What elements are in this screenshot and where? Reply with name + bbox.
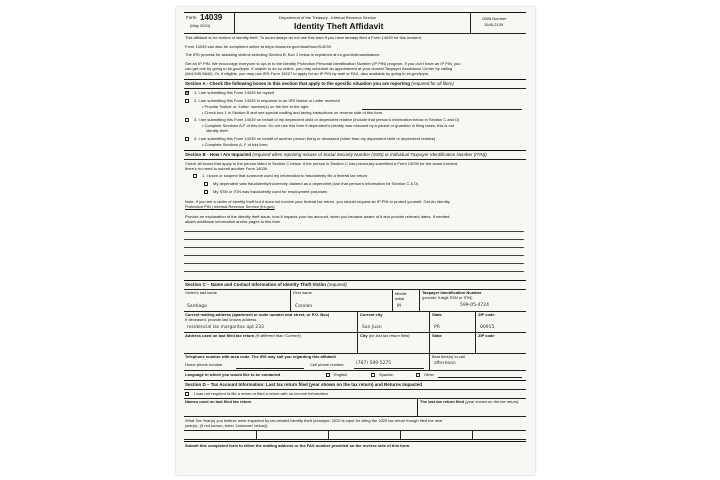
explanation-prompt-1: Provide an explanation of the identity theft issue, how it impacts your tax account, when you became aware of it and provide relevant dates. If needed, xyxy=(185,214,451,219)
ip-pin-line-2: can get one by going to irs.gov/ippin. If unable to do so online, you may schedule an appointment at your closest Taxpayer Assistance Center by calling xyxy=(185,66,453,71)
form-number: 14039 xyxy=(200,13,223,22)
header-bottom-rule xyxy=(184,33,526,34)
ip-pin-line-3: (844-545-5640). Or, if eligible, you may use IRS Form 15227 to apply for an IP PIN by mail or FAX, also available by going to irs.gov/ippin. xyxy=(185,71,430,76)
explanation-line[interactable] xyxy=(184,255,524,256)
intro-line-1: This affidavit is for victims of identity theft. To avoid delays do not use this form if you have already filed a Form 14039 for this incident. xyxy=(185,35,422,40)
submit-instructions: Submit this completed form to either the mailing address or the FAX number provided on the reverse side of this form. xyxy=(185,443,411,448)
current-city-label: Current city xyxy=(360,312,383,317)
department-label: Department of the Treasury - Internal Revenue Service xyxy=(279,15,377,20)
cell-phone-label: Cell phone number xyxy=(310,362,344,367)
last-return-year-label: The last tax return filed (year shown on the tax return) xyxy=(420,399,519,404)
names-used-label: Names used on last filed tax return xyxy=(185,399,252,404)
section-a-heading-rule xyxy=(184,88,526,89)
last-return-divider xyxy=(357,332,358,353)
notice-number-line[interactable] xyxy=(362,109,522,110)
header-top-rule xyxy=(184,12,526,13)
last-return-address-label: Address used on last filed tax return (If different than 'Current') xyxy=(185,333,301,338)
footer-rule xyxy=(184,441,526,442)
form-date: (May 2024) xyxy=(190,23,211,28)
omb-label: OMB Number xyxy=(482,16,507,21)
section-a-item-3-sub-2: identity theft. xyxy=(206,128,229,133)
phone-row-rule xyxy=(184,370,526,371)
year-cell-divider xyxy=(400,430,401,439)
dependent-claimed-checkbox[interactable] xyxy=(204,182,208,186)
name-divider xyxy=(419,289,420,311)
mailing-address-label-2: If deceased, provide last known address xyxy=(185,317,257,322)
home-phone-line[interactable] xyxy=(236,368,304,369)
last-name-label: Victim's last name xyxy=(185,290,218,295)
intro-online-link-line: Form 14039 can also be completed online at https://www.irs.gov/dmaf/form/f14039. xyxy=(185,44,332,49)
section-d-heading-rule xyxy=(184,389,526,390)
years-row-top-rule xyxy=(184,430,526,431)
mailing-divider xyxy=(357,311,358,332)
name-divider xyxy=(290,289,291,311)
impacted-years-question-2: year(s). (If not known, enter 'Unknown' below)) xyxy=(185,423,268,428)
section-a-item-4: 4. I am submitting this Form 14039 on behalf of another person living or deceased (other than my dependent child or dependent relative) xyxy=(194,136,436,141)
spanish-checkbox[interactable] xyxy=(371,373,375,377)
language-label: Language in which you would like to be contacted xyxy=(185,372,281,377)
name-divider xyxy=(392,289,393,311)
cell-phone-line[interactable] xyxy=(354,368,424,369)
state-label: State xyxy=(432,312,442,317)
section-d-heading: Section D – Tax Account Information: Last tax return filed (year shown on the tax return) and Returns Impacted xyxy=(185,382,423,387)
omb-number: 1545-2139 xyxy=(484,22,504,27)
section-a-heading: Section A - Check the following boxes in this section that apply to the specific situation you are reporting (required for all filers) xyxy=(185,81,454,86)
best-time-value[interactable]: afternoon xyxy=(434,361,456,366)
current-city-value[interactable]: San Juan xyxy=(362,325,382,330)
spanish-option: Spanish xyxy=(379,372,394,377)
form-page xyxy=(176,7,535,475)
names-divider xyxy=(417,398,418,416)
section-b-item-1-sub-2: My SSN or ITIN was fraudulently used for employment purposes xyxy=(213,189,328,194)
english-option: English xyxy=(334,372,348,377)
middle-initial-label: Middle initial xyxy=(395,291,407,301)
phone-heading: Telephone number with area code. The IRS may call you regarding this affidavit xyxy=(185,354,336,359)
impacted-years-question-1: What Tax Year(s) you believe were impacted by tax-related identity theft (example: 2020 is input for citing the 2020 tax return though filed the next xyxy=(185,418,443,423)
mailing-address-label: Current mailing address (apartment or suite number and street, or P.O. Box) xyxy=(185,312,330,317)
section-a-item-1: 1. I am submitting this Form 14039 for myself xyxy=(194,90,275,95)
phone-divider xyxy=(429,353,430,370)
last-state-label: State xyxy=(432,333,442,338)
employment-misuse-checkbox[interactable] xyxy=(204,190,208,194)
section-a-item-3-sub-1: • Complete Sections A-F of this form. Do not use this form if dependent's identity was misused by a parent or guardian in filing taxes, this is not xyxy=(202,123,455,128)
not-required-to-file-text: I was not required to file a return or filed a return with no income information xyxy=(194,391,329,396)
section-d-rule xyxy=(184,380,526,381)
other-language-checkbox[interactable] xyxy=(416,373,420,377)
section-a-box-1-checkbox[interactable] xyxy=(185,91,189,95)
ip-pin-line-1: Get an IP PIN. We encourage everyone to opt-in to the Identity Protection Personal Identification Number (IP PIN) program. If you don't have an IP PIN, you xyxy=(185,61,461,66)
section-a-item-3: 3. I am submitting this Form 14039 on behalf of my dependent child or dependent relative (include that person's information below in Section C and D) xyxy=(194,117,460,122)
section-c-rule xyxy=(184,280,526,281)
explanation-line[interactable] xyxy=(184,263,524,264)
first-name-value[interactable]: Carolan xyxy=(295,304,313,309)
ip-pin-note-line-1: Note: If you are a victim of identity theft but it does not involve your federal tax return, you should request an IP PIN to protect yourself. Get An Identity xyxy=(185,199,450,204)
section-a-item-4-sub-1: • Complete Sections A- F of this form. xyxy=(202,142,269,147)
names-row-rule xyxy=(184,416,526,417)
section-a-item-2-sub-2: • Check box 1 in Section B and see special mailing and faxing instructions on reverse side of this form. xyxy=(202,110,384,115)
home-phone-label: Home phone number xyxy=(185,362,223,367)
last-zip-label: ZIP code xyxy=(478,333,495,338)
section-b-rule xyxy=(184,150,526,151)
middle-initial-value[interactable]: M xyxy=(397,304,401,309)
section-b-item-1: 1. I know or suspect that someone used my information to fraudulently file a federal tax return xyxy=(202,173,368,178)
zip-label: ZIP code xyxy=(478,312,495,317)
form-number-prefix: Form xyxy=(186,15,197,20)
section-a-box-2-checkbox[interactable] xyxy=(185,99,189,103)
tin-value[interactable]: 599-05-4724 xyxy=(460,303,490,308)
year-cell-divider xyxy=(472,430,473,439)
years-row-bottom-rule xyxy=(184,439,526,440)
header-divider-left xyxy=(234,13,235,33)
section-b-item-1-sub-1: My dependent was fraudulently/incorrectly claimed as a dependent (use that person's information for Section C & D) xyxy=(213,181,419,186)
first-name-label: First name xyxy=(293,290,312,295)
explanation-line[interactable] xyxy=(184,271,524,272)
explanation-line[interactable] xyxy=(184,247,524,248)
other-option: Other xyxy=(424,372,435,377)
section-b-desc-2: there's no need to submit another Form 14039. xyxy=(185,166,269,171)
not-required-to-file-checkbox[interactable] xyxy=(185,392,189,396)
last-city-label: City (on last tax return filed) xyxy=(360,333,410,338)
tin-note: (provide 9-digit SSN or ITIN) xyxy=(422,295,473,300)
section-b-heading: Section B - How I Am Impacted (required when reporting misuse of Social Security Number (SSN) or Individual Taxpayer Identification Number (ITIN)) xyxy=(185,152,487,157)
tin-label: Taxpayer Identification Number xyxy=(422,290,482,295)
last-name-value[interactable]: Santiago xyxy=(187,304,207,309)
other-language-line[interactable] xyxy=(438,377,522,378)
state-value[interactable]: PR xyxy=(434,325,440,330)
section-a-item-2: 2. I am submitting this Form 14039 in response to an IRS Notice or Letter received xyxy=(194,98,340,103)
explanation-line[interactable] xyxy=(184,231,524,232)
ip-pin-note-link[interactable]: Protection PIN | Internal Revenue Service (irs.gov) xyxy=(185,204,275,209)
section-b-box-1-checkbox[interactable] xyxy=(193,174,197,178)
year-cell-divider xyxy=(256,430,257,439)
cell-phone-value[interactable]: (787) 599-5275 xyxy=(356,361,392,366)
section-a-box-3-checkbox[interactable] xyxy=(185,118,189,122)
form-title: Identity Theft Affidavit xyxy=(294,21,384,31)
header-divider-right xyxy=(470,13,471,33)
explanation-prompt-2: attach additional information and/or pages to this form xyxy=(185,219,281,224)
mailing-address-value[interactable]: residencial las margaritas apt 233 xyxy=(187,325,264,330)
zip-value[interactable]: 00915 xyxy=(480,325,495,330)
explanation-line[interactable] xyxy=(184,239,524,240)
intro-victim-assistance-line: The IRS process for assisting victims selecting Section B, Box 1 below is explained at irs.gov/victimassistance. xyxy=(185,52,381,57)
year-cell-divider xyxy=(328,430,329,439)
english-checkbox[interactable] xyxy=(326,373,330,377)
section-c-heading: Section C – Name and Contact Information of Identity Theft Victim (required) xyxy=(185,282,347,287)
section-a-item-2-sub-1: • Provide 'Notice' or 'Letter' number(s) on the line to the right xyxy=(202,104,309,109)
section-a-rule xyxy=(184,79,526,80)
best-time-label: Best time(s) to call xyxy=(432,354,465,359)
section-b-heading-rule xyxy=(184,159,526,160)
section-b-desc-1: Check all boxes that apply to the person listed in Section C below. If the person in Section C has previously submitted a Form 14039 for the same incident, xyxy=(185,161,459,166)
section-a-box-4-checkbox[interactable] xyxy=(185,137,189,141)
